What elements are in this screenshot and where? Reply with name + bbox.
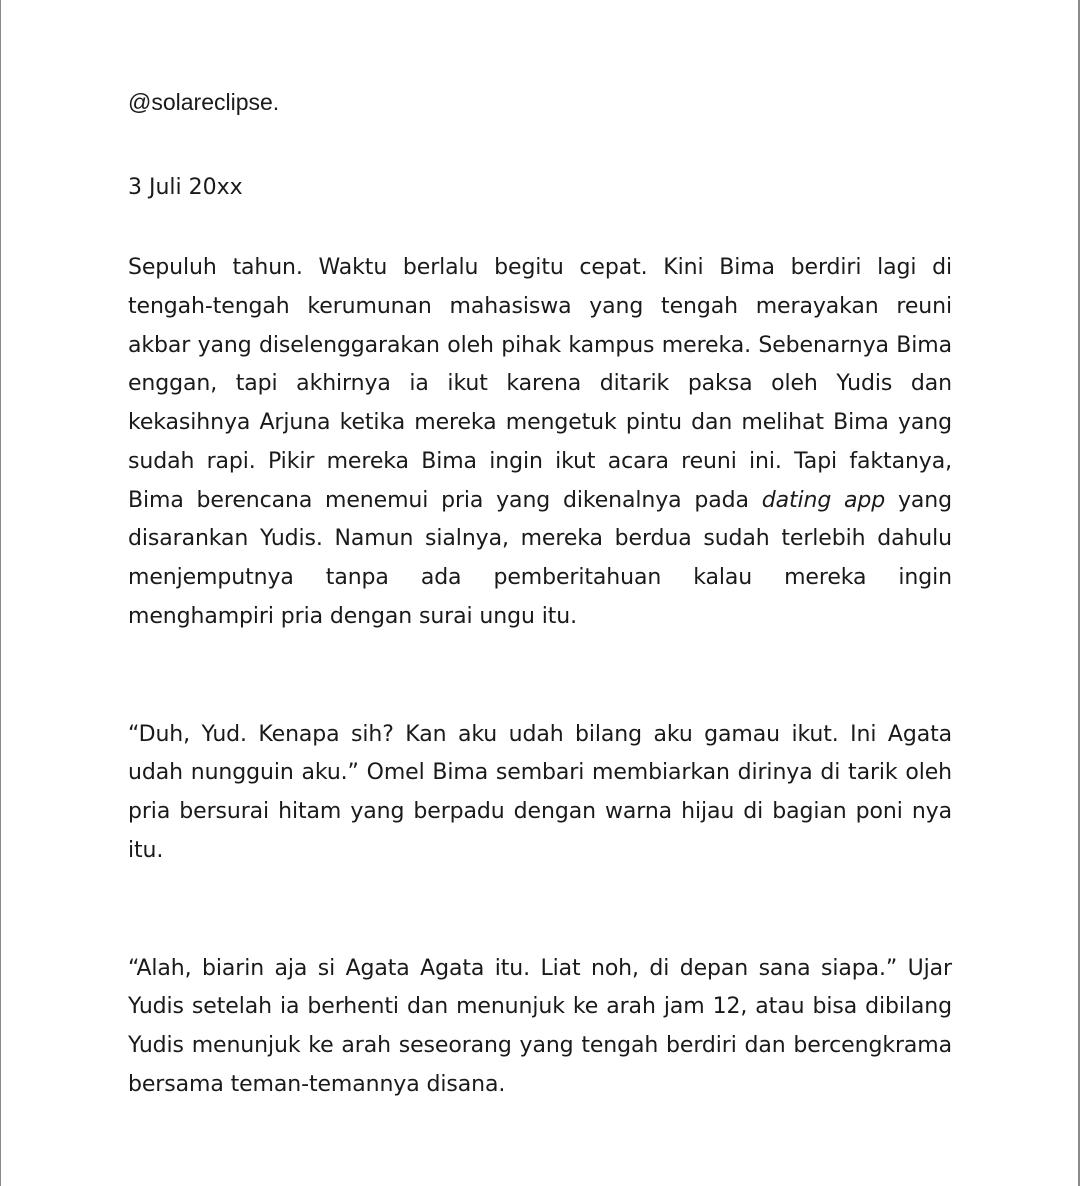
story-date: 3 Juli 20xx (128, 175, 243, 200)
paragraph-2: “Duh, Yud. Kenapa sih? Kan aku udah bilang aku gamau ikut. Ini Agata udah nungguin aku.” Omel Bima sembari membiarkan dirinya di tarik oleh pria bersurai hitam yang berpadu dengan warna hijau di bagian poni nya itu. (128, 721, 952, 863)
paragraph-1-text-end: yang disarankan Yudis. Namun sialnya, mereka berdua sudah terlebih dahulu menjemputnya tanpa ada pemberitahuan kalau mereka ingin menghampiri pria dengan surai ungu itu. (128, 487, 953, 629)
paragraph-1-italic-term: dating app (761, 487, 886, 513)
document-body (128, 83, 952, 1105)
paragraph-1-text-start: Sepuluh tahun. Waktu berlalu begitu cepat. Kini Bima berdiri lagi di tengah-tengah kerumunan mahasiswa yang tengah merayakan reuni akbar yang diselenggarakan oleh pihak kampus mereka. Sebenarnya Bima enggan, tapi akhirnya ia ikut karena ditarik paksa oleh Yudis dan kekasihnya Arjuna ketika mereka mengetuk pintu dan melihat Bima yang sudah rapi. Pikir mereka Bima ingin ikut acara reuni ini. Tapi faktanya, Bima berencana menemui pria yang dikenalnya pada (128, 255, 952, 513)
author-handle: @solareclipse. (128, 89, 280, 115)
paragraph-1 (128, 249, 952, 637)
paragraph-3: “Alah, biarin aja si Agata Agata itu. Liat noh, di depan sana siapa.” Ujar Yudis setelah ia berhenti dan menunjuk ke arah jam 12, atau bisa dibilang Yudis menunjuk ke arah seseorang yang tengah berdiri dan bercengkrama bersama teman-temannya disana. (128, 955, 952, 1097)
page-border-left (0, 0, 1, 1186)
